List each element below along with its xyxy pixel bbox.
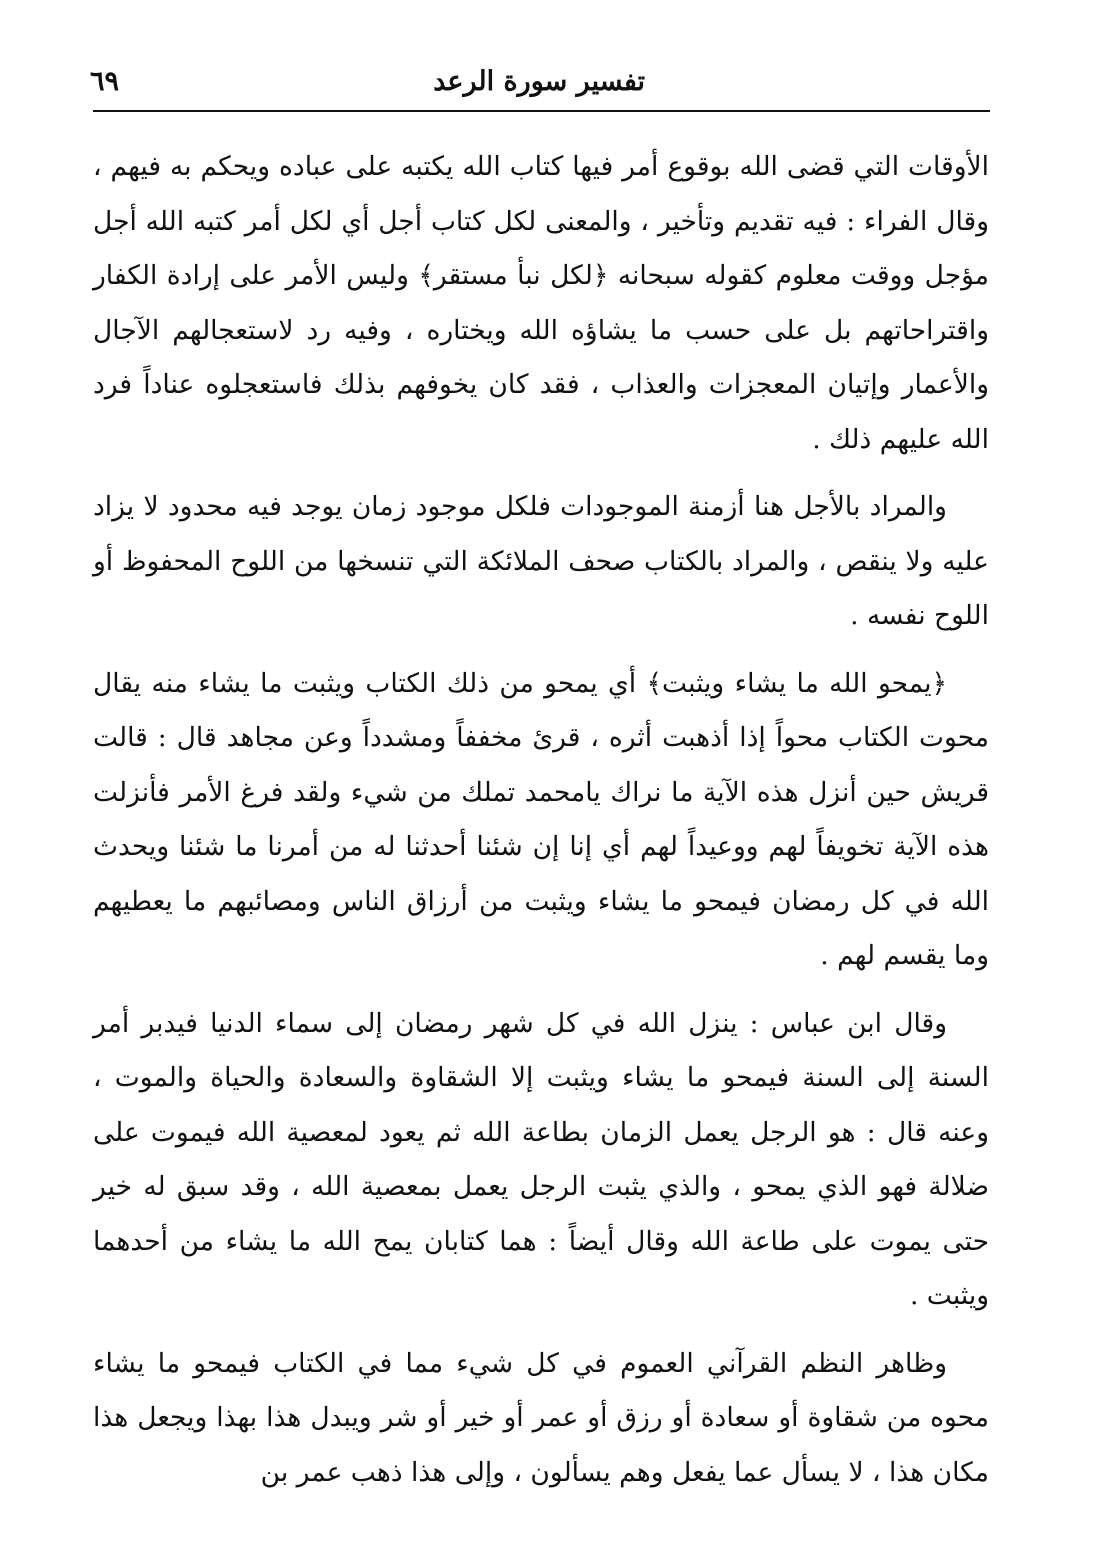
paragraph-2: والمراد بالأجل هنا أزمنة الموجودات فلكل موجود زمان يوجد فيه محدود لا يزاد عليه ولا ينقص ، والمراد بالكتاب صحف الملائكة التي تنسخها من اللوح المحفوظ أو اللوح نفسه . xyxy=(93,491,989,631)
paragraph-4: وقال ابن عباس : ينزل الله في كل شهر رمضان إلى سماء الدنيا فيدبر أمر السنة إلى السنة فيمحو ما يشاء ويثبت إلا الشقاوة والسعادة والحياة والموت ، وعنه قال : هو الرجل يعمل الزمان بطاعة الله ثم يعود لمعصية الله فيموت على ضلالة فهو الذي يمحو ، والذي يثبت الرجل يعمل بمعصية الله ، وقد سبق له خير حتى يموت على طاعة الله وقال أيضاً : هما كتابان يمح الله ما يشاء من أحدهما ويثبت . xyxy=(93,1007,989,1311)
paragraph-5: وظاهر النظم القرآني العموم في كل شيء مما في الكتاب فيمحو ما يشاء محوه من شقاوة أو سعادة أو رزق أو عمر أو خير أو شر ويبدل هذا بهذا ويجعل هذا مكان هذا ، لا يسأل عما يفعل وهم يسألون ، وإلى هذا ذهب عمر بن xyxy=(93,1347,989,1488)
running-header xyxy=(90,62,990,102)
body-text xyxy=(93,140,989,1500)
paragraph-1: الأوقات التي قضى الله بوقوع أمر فيها كتاب الله يكتبه على عباده ويحكم به فيهم ، وقال الفراء : فيه تقديم وتأخير ، والمعنى لكل كتاب أجل أي لكل أمر كتبه الله أجل مؤجل ووقت معلوم كقوله سبحانه ﴿لكل نبأ مستقر﴾ وليس الأمر على إرادة الكفار واقتراحاتهم بل على حسب ما يشاؤه الله ويختاره ، وفيه رد لاستعجالهم الآجال والأعمار وإتيان المعجزات والعذاب ، فقد كان يخوفهم بذلك فاستعجلوه عناداً فرد الله عليهم ذلك . xyxy=(93,151,989,455)
header-divider xyxy=(93,110,990,112)
page-title: تفسير سورة الرعد xyxy=(433,66,645,97)
page-number: ٦٩ xyxy=(90,66,120,97)
paragraph-3: ﴿يمحو الله ما يشاء ويثبت﴾ أي يمحو من ذلك الكتاب ويثبت ما يشاء منه يقال محوت الكتاب محواً إذا أذهبت أثره ، قرئ مخففاً ومشدداً وعن مجاهد قال : قالت قريش حين أنزل هذه الآية ما نراك يامحمد تملك من شيء ولقد فرغ الأمر فأنزلت هذه الآية تخويفاً لهم ووعيداً لهم أي إنا إن شئنا أحدثنا له من أمرنا ما شئنا ويحدث الله في كل رمضان فيمحو ما يشاء ويثبت من أرزاق الناس ومصائبهم ما يعطيهم وما يقسم لهم . xyxy=(93,667,989,971)
